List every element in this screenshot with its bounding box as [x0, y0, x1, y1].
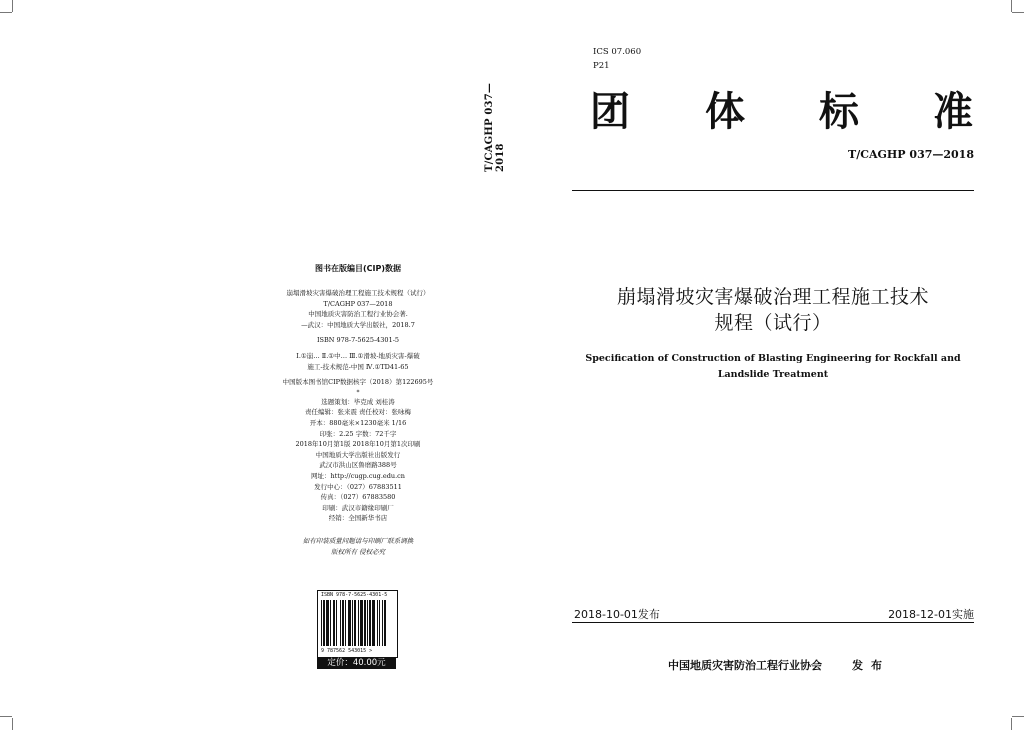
publish-word: 发布 — [852, 659, 890, 672]
credit-line: 发行中心：（027）67883511 — [314, 482, 402, 491]
barcode-isbn-text: ISBN 978-7-5625-4301-5 — [321, 592, 388, 598]
title-char: 标 — [819, 89, 859, 135]
credit-line: 开本：880毫米×1230毫米 1/16 — [309, 418, 407, 427]
credit-line: 网址：http://cugp.cug.edu.cn — [311, 471, 405, 480]
cip-isbn: ISBN 978-7-5625-4301-5 — [316, 336, 400, 345]
chinese-title-line: 规程（试行） — [714, 312, 832, 334]
ics-code: ICS 07.060 — [593, 47, 642, 57]
barcode-bars — [321, 600, 393, 647]
credit-line: 选题策划：毕克成 刘桂涛 — [321, 397, 395, 406]
class-code: P21 — [593, 61, 610, 71]
copyright-notice: 版权所有 侵权必究 — [330, 547, 386, 556]
footer-rule — [572, 622, 974, 623]
cip-line: 中国地质灾害防治工程行业协会著. — [308, 310, 408, 319]
cip-data-block — [262, 263, 454, 558]
credit-line: 中国地质大学出版社出版发行 — [315, 450, 401, 459]
credit-line: 传真：（027）67883580 — [320, 493, 396, 502]
cip-title: 图书在版编目(CIP)数据 — [314, 264, 402, 273]
credit-line: 武汉市洪山区鲁磨路388号 — [319, 461, 397, 470]
spine-standard-code: T/CAGHP 037—2018 — [484, 82, 506, 172]
cip-classification: Ⅰ.①崩… Ⅱ.①中… Ⅲ.①滑坡-地质灾害-爆破 — [296, 351, 420, 360]
release-date: 2018-10-01发布 — [574, 608, 660, 621]
implementation-date: 2018-12-01实施 — [888, 608, 974, 621]
spine — [484, 72, 504, 172]
price-label: 定价：40.00元 — [317, 657, 396, 669]
cip-line: —武汉：中国地质大学出版社，2018.7 — [301, 320, 415, 329]
standard-type-title — [590, 86, 974, 138]
cip-record-number: 中国版本图书馆CIP数据核字（2018）第122695号 — [282, 378, 434, 387]
title-char: 体 — [705, 89, 745, 135]
title-char: 准 — [933, 89, 973, 135]
credit-line: 印刷：武汉市籍缘印刷厂 — [322, 503, 394, 512]
credit-line: 经销：全国新华书店 — [328, 514, 388, 523]
header-rule — [572, 190, 974, 191]
title-char: 团 — [590, 89, 630, 135]
credit-line: 责任编辑：张来震 责任校对：张咏梅 — [304, 408, 412, 417]
cip-line: T/CAGHP 037—2018 — [323, 299, 393, 308]
separator-star: * — [356, 388, 360, 396]
isbn-barcode — [317, 590, 398, 658]
english-title-line: Specification of Construction of Blasting Engineering for Rockfall and — [585, 353, 961, 364]
credit-line: 2018年10月第1版 2018年10月第1次印刷 — [295, 440, 421, 449]
standard-code: T/CAGHP 037—2018 — [848, 148, 974, 161]
english-title-line: Landslide Treatment — [717, 369, 829, 380]
credit-line: 印张：2.25 字数：72千字 — [319, 429, 397, 438]
cip-classification: 施工-技术规范-中国 Ⅳ.①TD41-65 — [307, 362, 409, 371]
chinese-title-line: 崩塌滑坡灾害爆破治理工程施工技术 — [616, 286, 929, 308]
barcode-number: 9 787562 543015 > — [321, 648, 373, 654]
quality-notice: 如有印装质量问题请与印刷厂联系调换 — [302, 536, 414, 545]
publisher-name: 中国地质灾害防治工程行业协会 — [668, 659, 822, 672]
cip-line: 崩塌滑坡灾害爆破治理工程施工技术规程（试行） — [286, 289, 430, 297]
dates-row — [574, 606, 974, 620]
chinese-title — [572, 284, 974, 336]
classification-codes — [593, 45, 641, 73]
english-title — [572, 351, 974, 383]
